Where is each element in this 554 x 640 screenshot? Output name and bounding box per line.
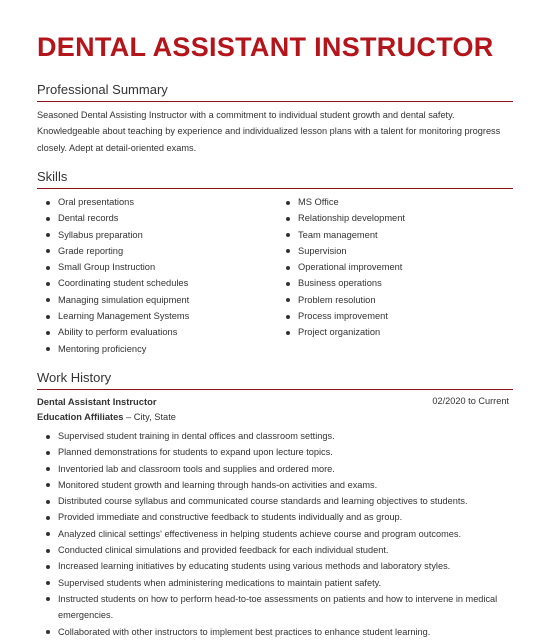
skills-list-left (37, 194, 189, 357)
skill-item: Oral presentations (37, 194, 189, 210)
duty-item: Inventoried lab and classroom tools and supplies and ordered more. (37, 461, 507, 477)
duty-item: Collaborated with other instructors to implement best practices to enhance student learning. (37, 624, 507, 640)
skill-item: Coordinating student schedules (37, 275, 189, 291)
duty-item: Supervised students when administering medications to maintain patient safety. (37, 575, 507, 591)
summary-text: Seasoned Dental Assisting Instructor with a commitment to individual student growth and dental safety. Knowledgeable about teaching by experience and individualized lesson plans with a talent for monitoring progress closely. Adept at detail-oriented exams. (37, 110, 501, 153)
skill-item: Mentoring proficiency (37, 341, 189, 357)
skill-item: Grade reporting (37, 243, 189, 259)
skill-item: Ability to perform evaluations (37, 324, 189, 340)
skill-item: Dental records (37, 210, 189, 226)
skill-item: Relationship development (277, 210, 405, 226)
job-location: – City, State (123, 412, 176, 422)
skill-item: Managing simulation equipment (37, 292, 189, 308)
skill-item: Operational improvement (277, 259, 405, 275)
duty-item: Monitored student growth and learning through hands-on activities and exams. (37, 477, 507, 493)
job-title: Dental Assistant Instructor (37, 396, 157, 407)
duty-item: Distributed course syllabus and communicated course standards and learning objectives to students. (37, 493, 507, 509)
skill-item: Project organization (277, 324, 405, 340)
duty-item: Analyzed clinical settings' effectiveness in helping students achieve course and program outcomes. (37, 526, 507, 542)
job-company-line (37, 412, 176, 422)
duty-item: Conducted clinical simulations and provided feedback for each individual student. (37, 542, 507, 558)
work-history-heading: Work History (37, 370, 513, 390)
skill-item: Problem resolution (277, 292, 405, 308)
job-duties-list (37, 428, 507, 640)
job-dates: 02/2020 to Current (432, 396, 509, 406)
duty-item: Supervised student training in dental offices and classroom settings. (37, 428, 507, 444)
summary-heading: Professional Summary (37, 82, 513, 102)
skill-item: Supervision (277, 243, 405, 259)
skill-item: Learning Management Systems (37, 308, 189, 324)
duty-item: Planned demonstrations for students to expand upon lecture topics. (37, 444, 507, 460)
skills-heading: Skills (37, 169, 513, 189)
skill-item: Team management (277, 227, 405, 243)
skill-item: Small Group Instruction (37, 259, 189, 275)
skills-list-right (277, 194, 405, 341)
skill-item: Syllabus preparation (37, 227, 189, 243)
duty-item: Instructed students on how to perform head-to-toe assessments on patients and how to intervene in medical emergencies. (37, 591, 507, 624)
job-company: Education Affiliates (37, 412, 124, 422)
duty-item: Provided immediate and constructive feedback to students individually and as group. (37, 509, 507, 525)
duty-item: Increased learning initiatives by educating students using various methods and laboratory styles. (37, 558, 507, 574)
skill-item: MS Office (277, 194, 405, 210)
skill-item: Process improvement (277, 308, 405, 324)
skill-item: Business operations (277, 275, 405, 291)
candidate-name: DENTAL ASSISTANT INSTRUCTOR (37, 32, 494, 62)
